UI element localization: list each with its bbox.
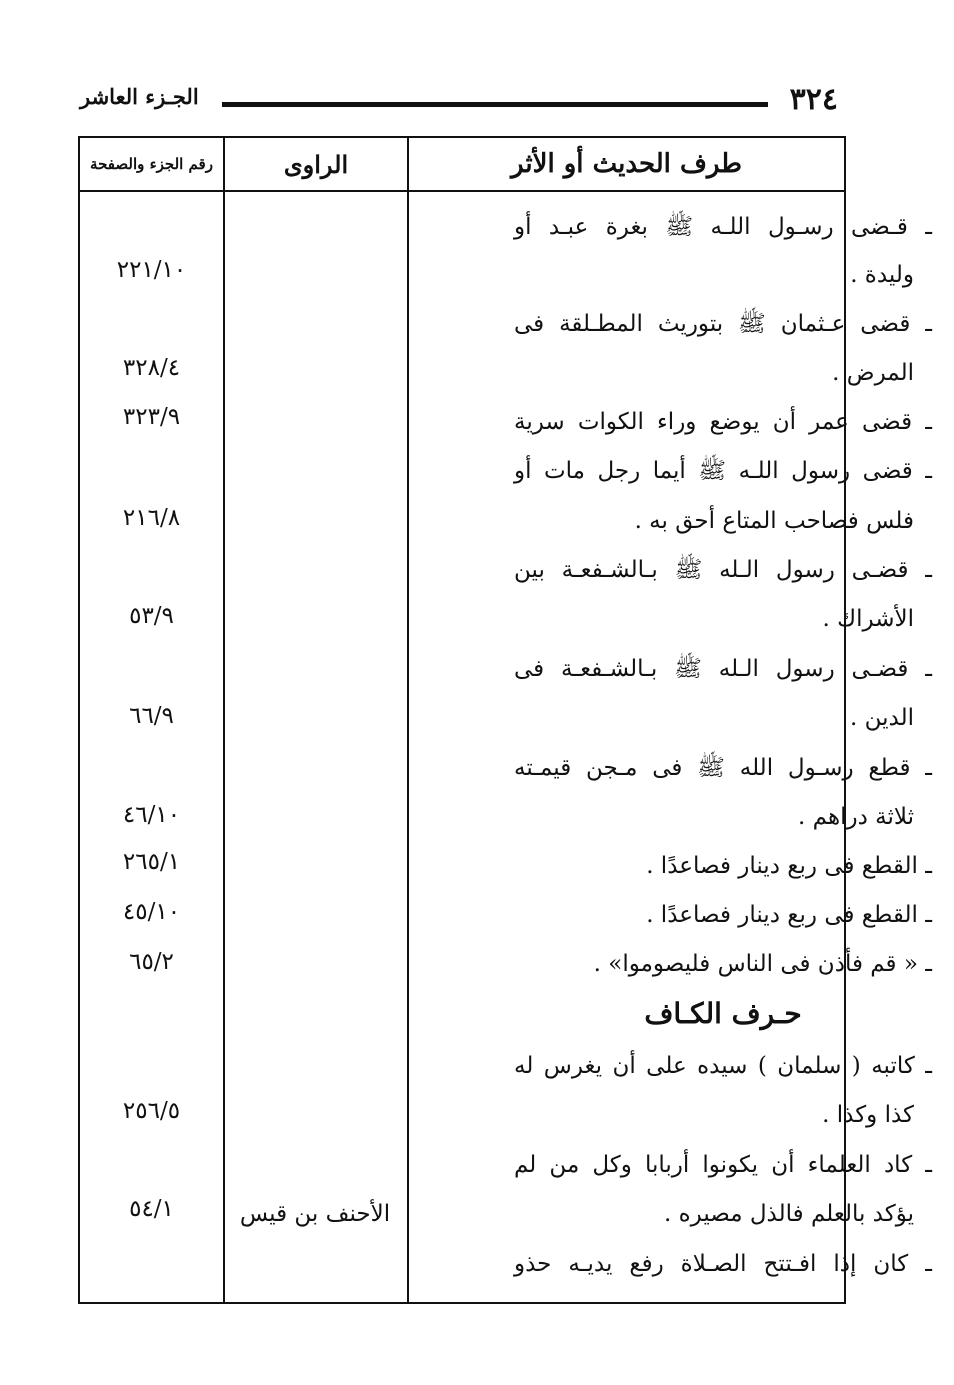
hadith-line: ـ كان إذا افـتتح الصـلاة رفع يديـه حذو — [514, 1251, 932, 1277]
hadith-line: ـ قضى عمر أن يوضع وراء الكوات سرية — [514, 409, 932, 435]
header-divider — [80, 190, 844, 192]
hadith-line: ـ قضـى رسول الـله ﷺ بـالشـفعـة بين — [514, 557, 932, 583]
reference-cell: ٤٥/١٠ — [122, 899, 181, 925]
hadith-line: وليدة . — [850, 262, 914, 288]
hadith-line: ـ قـضى رسـول اللـه ﷺ بغرة عبـد أو — [514, 214, 932, 240]
column-header-text: طرف الحديث أو الأثر — [511, 149, 742, 179]
reference-cell: ٣٢٣/٩ — [122, 404, 181, 430]
reference-cell: ٢٢١/١٠ — [116, 257, 187, 283]
hadith-line: الأشراك . — [822, 606, 914, 632]
column-header-reference: رقم الجزء والصفحة — [90, 155, 213, 173]
reference-cell: ٦٦/٩ — [129, 703, 174, 729]
reference-cell: ٤٦/١٠ — [122, 802, 181, 828]
hadith-line: ـ كاد العلماء أن يكونوا أربابا وكل من لم — [514, 1152, 932, 1178]
page-number: ٣٢٤ — [789, 82, 838, 117]
header-rule — [222, 102, 768, 107]
column-divider — [223, 138, 225, 1302]
hadith-line: ـ كاتبه ( سلمان ) سيده على أن يغرس له — [514, 1053, 932, 1079]
hadith-line: كذا وكذا . — [822, 1102, 914, 1128]
hadith-line: ـ « قم فأذن فى الناس فليصوموا» . — [593, 951, 932, 977]
hadith-line: ـ قضى عـثمان ﷺ بتوريث المطـلقة فى — [514, 311, 932, 337]
hadith-line: ـ قطع رسـول الله ﷺ فى مـجن قيمـته — [514, 755, 932, 781]
hadith-line: ـ قضى رسول اللـه ﷺ أيما رجل مات أو — [514, 458, 932, 484]
reference-cell: ٦٥/٢ — [129, 949, 174, 975]
section-heading: حـرف الكـاف — [644, 997, 802, 1030]
hadith-line: يؤكد بالعلم فالذل مصيره . — [663, 1201, 914, 1227]
hadith-line: فلس فصاحب المتاع أحق به . — [634, 508, 914, 534]
reference-cell: ٣٢٨/٤ — [122, 355, 181, 381]
reference-cell: ٢١٦/٨ — [122, 505, 181, 531]
reference-cell: ٥٤/١ — [129, 1196, 174, 1222]
hadith-line: المرض . — [832, 360, 914, 386]
page-header — [80, 78, 846, 124]
hadith-line: الدين . — [849, 705, 914, 731]
volume-title: الجـزء العاشر — [80, 84, 199, 109]
hadith-line: ـ القطع فى ربع دينار فصاعدًا . — [646, 853, 932, 879]
reference-cell: ٥٣/٩ — [129, 603, 174, 629]
hadith-line: ـ القطع فى ربع دينار فصاعدًا . — [646, 902, 932, 928]
column-header-narrator: الراوى — [283, 149, 349, 179]
hadith-line: ثلاثة دراهم . — [798, 804, 914, 830]
narrator-cell: الأحنف بن قيس — [239, 1201, 391, 1227]
reference-cell: ٢٥٦/٥ — [122, 1098, 181, 1124]
reference-cell: ٢٦٥/١ — [122, 849, 181, 875]
column-divider — [407, 138, 409, 1302]
hadith-line: ـ قضـى رسول الـله ﷺ بـالشـفعـة فى — [514, 656, 932, 682]
